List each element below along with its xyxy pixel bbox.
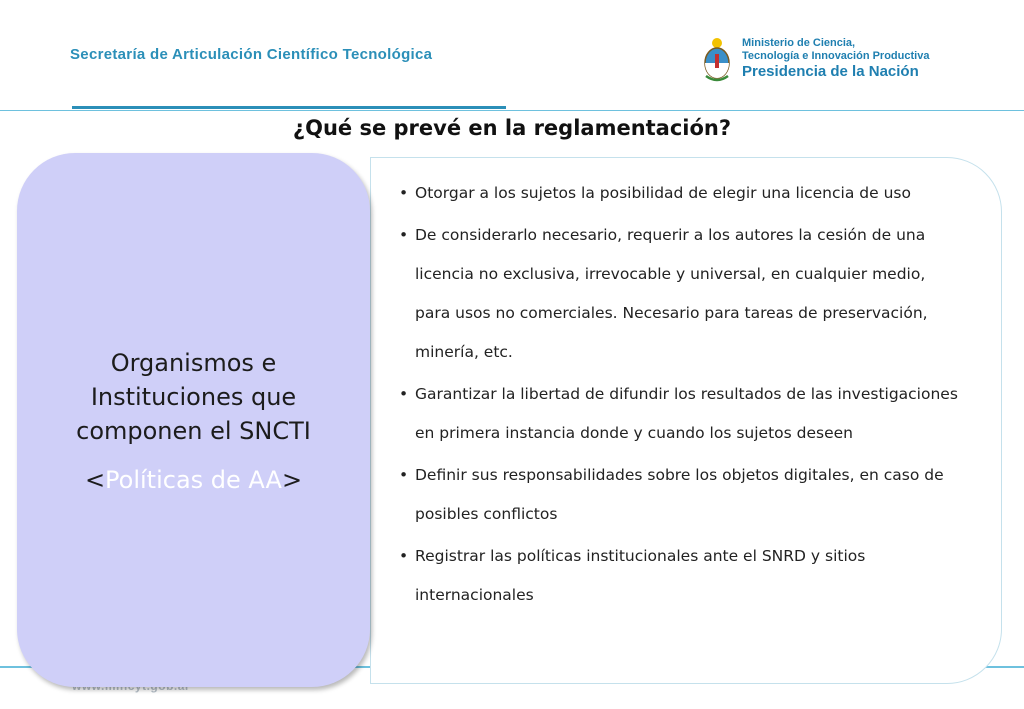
- sncti-box-title: Organismos e Instituciones que componen el SNCTI: [76, 349, 311, 445]
- bullet-panel: [370, 157, 1002, 684]
- sncti-box-subtitle: [85, 466, 302, 494]
- header-divider-thick: [72, 106, 506, 109]
- coat-of-arms-icon: [702, 36, 732, 82]
- ministry-line-3: Presidencia de la Nación: [742, 63, 919, 80]
- sncti-box: [17, 153, 370, 687]
- bullet-list: [371, 158, 1001, 615]
- header-title: Secretaría de Articulación Científico Tecnológica: [70, 46, 433, 63]
- ministry-line-2: Tecnología e Innovación Productiva: [742, 50, 930, 62]
- bullet-item-3: • Garantizar la libertad de difundir los resultados de las investigaciones en primera instancia donde y cuando los sujetos deseen: [399, 375, 961, 453]
- bullet-item-4: • Definir sus responsabilidades sobre los objetos digitales, en caso de posibles conflictos: [399, 456, 961, 534]
- bullet-item-1: • Otorgar a los sujetos la posibilidad de elegir una licencia de uso: [399, 174, 961, 213]
- bullet-item-5: • Registrar las políticas institucionales ante el SNRD y sitios internacionales: [399, 537, 961, 615]
- header-divider-thin: [0, 110, 1024, 111]
- slide-title: ¿Qué se prevé en la reglamentación?: [292, 116, 732, 140]
- subtitle-open-bracket: <: [84, 466, 106, 494]
- ministry-line-1: Ministerio de Ciencia,: [742, 37, 856, 49]
- ministry-logo: [702, 34, 929, 84]
- subtitle-close-bracket: >: [281, 466, 303, 494]
- subtitle-highlight: Políticas de AA: [105, 466, 282, 494]
- bullet-item-2: • De considerarlo necesario, requerir a los autores la cesión de una licencia no exclusiva, irrevocable y universal, en cualquier medio, para usos no comerciales. Necesario para tareas de preservación, minería, etc.: [399, 216, 961, 372]
